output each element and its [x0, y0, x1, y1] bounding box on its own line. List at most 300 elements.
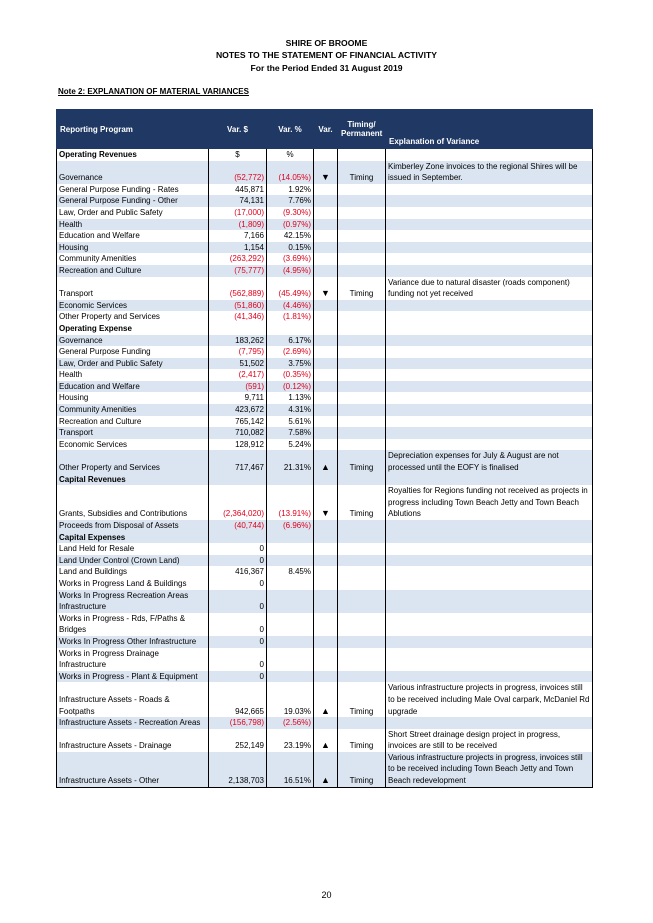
- cell-program: General Purpose Funding - Other: [57, 195, 209, 207]
- cell-program: Infrastructure Assets - Recreation Areas: [57, 717, 209, 729]
- header-notes: NOTES TO THE STATEMENT OF FINANCIAL ACTIVITY: [215, 50, 438, 60]
- cell-explanation: [386, 555, 593, 567]
- cell-program: Education and Welfare: [57, 230, 209, 242]
- cell-program: Capital Expenses: [57, 532, 209, 544]
- col-program: Reporting Program: [57, 110, 209, 149]
- cell-explanation: [386, 253, 593, 265]
- cell-var-dollar: 183,262: [209, 335, 267, 347]
- cell-var-dollar: [209, 474, 267, 486]
- cell-timing: [338, 392, 386, 404]
- cell-var-dollar: (75,777): [209, 265, 267, 277]
- cell-var-indicator: [314, 242, 338, 254]
- cell-var-dollar: 710,082: [209, 427, 267, 439]
- cell-var-indicator: [314, 219, 338, 231]
- cell-timing: Timing: [338, 277, 386, 300]
- cell-timing: [338, 566, 386, 578]
- cell-explanation: [386, 520, 593, 532]
- cell-var-dollar: 423,672: [209, 404, 267, 416]
- table-row: [57, 532, 593, 544]
- cell-var-pct: (3.69%): [267, 253, 314, 265]
- table-row: [57, 335, 593, 347]
- cell-var-pct: [267, 555, 314, 567]
- cell-explanation: Depreciation expenses for July & August are not processed until the EOFY is finalised: [386, 450, 593, 473]
- cell-explanation: [386, 532, 593, 544]
- cell-explanation: [386, 474, 593, 486]
- cell-var-indicator: ▲: [314, 729, 338, 752]
- table-row: [57, 381, 593, 393]
- cell-program: Economic Services: [57, 300, 209, 312]
- cell-var-indicator: [314, 404, 338, 416]
- cell-timing: [338, 253, 386, 265]
- cell-var-dollar: 74,131: [209, 195, 267, 207]
- cell-var-indicator: [314, 265, 338, 277]
- cell-program: General Purpose Funding - Rates: [57, 184, 209, 196]
- cell-program: Other Property and Services: [57, 311, 209, 323]
- cell-var-dollar: 0: [209, 555, 267, 567]
- cell-var-indicator: [314, 207, 338, 219]
- col-var-dollar: Var. $: [209, 110, 267, 149]
- cell-var-pct: (0.12%): [267, 381, 314, 393]
- cell-timing: Timing: [338, 752, 386, 787]
- cell-var-pct: (6.96%): [267, 520, 314, 532]
- cell-timing: [338, 474, 386, 486]
- cell-timing: [338, 346, 386, 358]
- table-row: [57, 578, 593, 590]
- cell-program: Recreation and Culture: [57, 416, 209, 428]
- cell-timing: [338, 404, 386, 416]
- cell-var-pct: 5.24%: [267, 439, 314, 451]
- cell-var-pct: [267, 543, 314, 555]
- cell-program: Law, Order and Public Safety: [57, 358, 209, 370]
- cell-var-dollar: 0: [209, 578, 267, 590]
- cell-var-indicator: [314, 335, 338, 347]
- header-shire: SHIRE OF BROOME: [285, 38, 368, 48]
- cell-explanation: [386, 416, 593, 428]
- cell-var-pct: 16.51%: [267, 752, 314, 787]
- cell-timing: [338, 717, 386, 729]
- cell-var-indicator: [314, 648, 338, 671]
- table-row: [57, 184, 593, 196]
- cell-var-dollar: (2,364,020): [209, 485, 267, 520]
- cell-var-indicator: [314, 392, 338, 404]
- cell-program: Health: [57, 369, 209, 381]
- cell-program: Proceeds from Disposal of Assets: [57, 520, 209, 532]
- cell-var-pct: 3.75%: [267, 358, 314, 370]
- table-row: [57, 242, 593, 254]
- cell-timing: Timing: [338, 161, 386, 184]
- cell-var-pct: [267, 590, 314, 613]
- cell-var-pct: (9.30%): [267, 207, 314, 219]
- cell-var-indicator: [314, 358, 338, 370]
- cell-var-dollar: 765,142: [209, 416, 267, 428]
- cell-timing: [338, 671, 386, 683]
- cell-program: Other Property and Services: [57, 450, 209, 473]
- cell-explanation: Various infrastructure projects in progress, invoices still to be received including Male Oval carpark, McDaniel Rd upgrade: [386, 682, 593, 717]
- table-row: [57, 416, 593, 428]
- cell-var-indicator: [314, 323, 338, 335]
- cell-explanation: [386, 392, 593, 404]
- cell-var-dollar: 0: [209, 648, 267, 671]
- cell-var-indicator: [314, 300, 338, 312]
- cell-explanation: [386, 207, 593, 219]
- cell-var-pct: 4.31%: [267, 404, 314, 416]
- cell-var-pct: 19.03%: [267, 682, 314, 717]
- table-row: [57, 648, 593, 671]
- cell-var-dollar: (17,000): [209, 207, 267, 219]
- cell-program: Operating Expense: [57, 323, 209, 335]
- table-row: [57, 369, 593, 381]
- cell-var-pct: (0.35%): [267, 369, 314, 381]
- table-row: [57, 717, 593, 729]
- cell-timing: [338, 300, 386, 312]
- table-row: [57, 613, 593, 636]
- cell-timing: [338, 242, 386, 254]
- cell-var-dollar: 717,467: [209, 450, 267, 473]
- cell-explanation: [386, 613, 593, 636]
- cell-var-pct: 23.19%: [267, 729, 314, 752]
- table-row: [57, 474, 593, 486]
- cell-var-pct: %: [267, 149, 314, 161]
- cell-var-dollar: 445,871: [209, 184, 267, 196]
- cell-timing: [338, 230, 386, 242]
- cell-program: Housing: [57, 242, 209, 254]
- cell-var-pct: [267, 578, 314, 590]
- cell-var-dollar: (40,744): [209, 520, 267, 532]
- cell-var-pct: [267, 323, 314, 335]
- cell-explanation: [386, 230, 593, 242]
- table-row: [57, 323, 593, 335]
- cell-program: Infrastructure Assets - Roads & Footpaths: [57, 682, 209, 717]
- col-var: Var.: [314, 110, 338, 149]
- cell-var-dollar: (41,346): [209, 311, 267, 323]
- header-period: For the Period Ended 31 August 2019: [250, 63, 403, 73]
- cell-program: Works In Progress Other Infrastructure: [57, 636, 209, 648]
- table-header-row: [57, 110, 593, 149]
- cell-var-indicator: [314, 717, 338, 729]
- cell-program: Capital Revenues: [57, 474, 209, 486]
- table-row: [57, 636, 593, 648]
- cell-explanation: [386, 543, 593, 555]
- cell-explanation: [386, 578, 593, 590]
- cell-explanation: [386, 323, 593, 335]
- cell-explanation: [386, 346, 593, 358]
- table-row: [57, 346, 593, 358]
- cell-program: Transport: [57, 427, 209, 439]
- cell-var-pct: 1.13%: [267, 392, 314, 404]
- table-row: [57, 358, 593, 370]
- table-row: [57, 427, 593, 439]
- cell-var-indicator: [314, 555, 338, 567]
- cell-var-indicator: [314, 671, 338, 683]
- table-row: [57, 265, 593, 277]
- cell-var-pct: 42.15%: [267, 230, 314, 242]
- cell-timing: [338, 555, 386, 567]
- table-row: [57, 207, 593, 219]
- cell-var-indicator: [314, 311, 338, 323]
- cell-var-indicator: [314, 566, 338, 578]
- cell-timing: Timing: [338, 729, 386, 752]
- col-var-pct: Var. %: [267, 110, 314, 149]
- cell-timing: [338, 613, 386, 636]
- cell-var-pct: (45.49%): [267, 277, 314, 300]
- cell-timing: [338, 358, 386, 370]
- cell-program: Infrastructure Assets - Drainage: [57, 729, 209, 752]
- cell-program: Transport: [57, 277, 209, 300]
- table-row: [57, 520, 593, 532]
- cell-explanation: [386, 219, 593, 231]
- table-row: [57, 566, 593, 578]
- table-row: [57, 729, 593, 752]
- cell-timing: [338, 439, 386, 451]
- cell-var-dollar: (562,889): [209, 277, 267, 300]
- cell-var-indicator: ▲: [314, 450, 338, 473]
- cell-var-dollar: (1,809): [209, 219, 267, 231]
- col-explanation: Explanation of Variance: [386, 110, 593, 149]
- cell-timing: [338, 381, 386, 393]
- cell-var-pct: [267, 636, 314, 648]
- table-row: [57, 450, 593, 473]
- cell-var-pct: (14.05%): [267, 161, 314, 184]
- cell-explanation: [386, 381, 593, 393]
- cell-explanation: Variance due to natural disaster (roads component) funding not yet received: [386, 277, 593, 300]
- note-title: Note 2: EXPLANATION OF MATERIAL VARIANCES: [58, 87, 249, 96]
- cell-explanation: Royalties for Regions funding not received as projects in progress including Town Beach Jetty and Town Beach Ablutions: [386, 485, 593, 520]
- cell-explanation: [386, 636, 593, 648]
- cell-var-pct: 7.58%: [267, 427, 314, 439]
- cell-program: Grants, Subsidies and Contributions: [57, 485, 209, 520]
- cell-explanation: [386, 358, 593, 370]
- cell-var-dollar: 252,149: [209, 729, 267, 752]
- cell-explanation: Short Street drainage design project in progress, invoices are still to be received: [386, 729, 593, 752]
- cell-timing: [338, 323, 386, 335]
- table-row: [57, 485, 593, 520]
- cell-var-indicator: [314, 381, 338, 393]
- cell-program: Education and Welfare: [57, 381, 209, 393]
- table-row: [57, 682, 593, 717]
- cell-var-pct: 6.17%: [267, 335, 314, 347]
- cell-var-pct: [267, 671, 314, 683]
- cell-program: Works In Progress Recreation Areas Infrastructure: [57, 590, 209, 613]
- cell-var-indicator: ▼: [314, 277, 338, 300]
- cell-var-pct: 8.45%: [267, 566, 314, 578]
- cell-program: Governance: [57, 335, 209, 347]
- cell-explanation: Kimberley Zone invoices to the regional Shires will be issued in September.: [386, 161, 593, 184]
- variance-table: [56, 109, 593, 788]
- table-body: [57, 149, 593, 788]
- cell-timing: [338, 149, 386, 161]
- cell-var-indicator: [314, 253, 338, 265]
- cell-program: Infrastructure Assets - Other: [57, 752, 209, 787]
- table-row: [57, 543, 593, 555]
- cell-program: Works in Progress - Plant & Equipment: [57, 671, 209, 683]
- cell-timing: Timing: [338, 682, 386, 717]
- cell-program: Land Under Control (Crown Land): [57, 555, 209, 567]
- table-row: [57, 555, 593, 567]
- cell-var-indicator: [314, 474, 338, 486]
- table-row: [57, 590, 593, 613]
- cell-var-dollar: (52,772): [209, 161, 267, 184]
- table-row: [57, 161, 593, 184]
- table-row: [57, 671, 593, 683]
- cell-explanation: [386, 369, 593, 381]
- cell-var-indicator: [314, 369, 338, 381]
- cell-var-pct: (0.97%): [267, 219, 314, 231]
- cell-var-dollar: (2,417): [209, 369, 267, 381]
- cell-program: Operating Revenues: [57, 149, 209, 161]
- page-number: 20: [321, 890, 332, 900]
- cell-var-dollar: 0: [209, 636, 267, 648]
- cell-program: Law, Order and Public Safety: [57, 207, 209, 219]
- cell-var-dollar: [209, 323, 267, 335]
- cell-program: Works in Progress Drainage Infrastructure: [57, 648, 209, 671]
- cell-explanation: [386, 404, 593, 416]
- cell-var-dollar: (7,795): [209, 346, 267, 358]
- cell-explanation: [386, 265, 593, 277]
- cell-var-dollar: (263,292): [209, 253, 267, 265]
- cell-var-pct: [267, 474, 314, 486]
- cell-timing: Timing: [338, 485, 386, 520]
- cell-var-pct: 0.15%: [267, 242, 314, 254]
- cell-var-indicator: ▲: [314, 682, 338, 717]
- table-row: [57, 277, 593, 300]
- cell-explanation: [386, 335, 593, 347]
- table-row: [57, 404, 593, 416]
- cell-var-pct: (1.81%): [267, 311, 314, 323]
- cell-explanation: [386, 427, 593, 439]
- cell-explanation: [386, 311, 593, 323]
- cell-timing: [338, 590, 386, 613]
- cell-timing: [338, 195, 386, 207]
- cell-timing: [338, 520, 386, 532]
- cell-var-indicator: [314, 195, 338, 207]
- cell-timing: [338, 311, 386, 323]
- cell-var-dollar: 942,665: [209, 682, 267, 717]
- cell-var-pct: (4.95%): [267, 265, 314, 277]
- cell-var-indicator: ▲: [314, 752, 338, 787]
- cell-timing: [338, 636, 386, 648]
- cell-var-pct: 7.76%: [267, 195, 314, 207]
- cell-var-dollar: (591): [209, 381, 267, 393]
- cell-explanation: [386, 149, 593, 161]
- cell-program: Works in Progress - Rds, F/Paths & Bridges: [57, 613, 209, 636]
- cell-var-pct: (2.69%): [267, 346, 314, 358]
- table-row: [57, 195, 593, 207]
- cell-var-indicator: ▼: [314, 161, 338, 184]
- cell-var-dollar: [209, 532, 267, 544]
- cell-timing: [338, 369, 386, 381]
- table-row: [57, 752, 593, 787]
- cell-timing: [338, 532, 386, 544]
- cell-var-dollar: 0: [209, 671, 267, 683]
- cell-var-pct: (13.91%): [267, 485, 314, 520]
- table-row: [57, 439, 593, 451]
- cell-program: Housing: [57, 392, 209, 404]
- table-row: [57, 149, 593, 161]
- cell-timing: [338, 184, 386, 196]
- table-row: [57, 300, 593, 312]
- cell-program: Land Held for Resale: [57, 543, 209, 555]
- table-row: [57, 253, 593, 265]
- cell-var-indicator: [314, 184, 338, 196]
- cell-var-indicator: [314, 636, 338, 648]
- cell-var-pct: 1.92%: [267, 184, 314, 196]
- cell-timing: [338, 265, 386, 277]
- cell-var-indicator: [314, 532, 338, 544]
- cell-program: Community Amenities: [57, 253, 209, 265]
- cell-program: Community Amenities: [57, 404, 209, 416]
- cell-timing: [338, 427, 386, 439]
- cell-var-dollar: 0: [209, 613, 267, 636]
- cell-var-indicator: [314, 230, 338, 242]
- table-row: [57, 311, 593, 323]
- cell-program: Economic Services: [57, 439, 209, 451]
- table-row: [57, 230, 593, 242]
- table-row: [57, 392, 593, 404]
- cell-explanation: [386, 671, 593, 683]
- cell-var-indicator: [314, 613, 338, 636]
- cell-var-pct: (2.56%): [267, 717, 314, 729]
- cell-program: Works in Progress Land & Buildings: [57, 578, 209, 590]
- cell-explanation: [386, 590, 593, 613]
- cell-var-indicator: [314, 590, 338, 613]
- cell-var-indicator: [314, 427, 338, 439]
- cell-var-pct: [267, 648, 314, 671]
- cell-var-dollar: 7,166: [209, 230, 267, 242]
- cell-timing: [338, 543, 386, 555]
- cell-program: Land and Buildings: [57, 566, 209, 578]
- cell-var-dollar: 416,367: [209, 566, 267, 578]
- cell-var-indicator: [314, 346, 338, 358]
- cell-var-dollar: 51,502: [209, 358, 267, 370]
- cell-program: General Purpose Funding: [57, 346, 209, 358]
- cell-var-dollar: 2,138,703: [209, 752, 267, 787]
- cell-var-indicator: [314, 578, 338, 590]
- cell-var-pct: [267, 613, 314, 636]
- cell-explanation: [386, 648, 593, 671]
- cell-var-indicator: [314, 543, 338, 555]
- cell-timing: [338, 648, 386, 671]
- cell-var-dollar: (156,798): [209, 717, 267, 729]
- cell-var-dollar: 0: [209, 543, 267, 555]
- cell-var-indicator: [314, 149, 338, 161]
- cell-var-indicator: [314, 416, 338, 428]
- cell-var-dollar: (51,860): [209, 300, 267, 312]
- cell-timing: [338, 578, 386, 590]
- cell-explanation: [386, 184, 593, 196]
- cell-timing: [338, 335, 386, 347]
- cell-timing: [338, 207, 386, 219]
- cell-var-dollar: 1,154: [209, 242, 267, 254]
- cell-explanation: [386, 195, 593, 207]
- cell-var-pct: 5.61%: [267, 416, 314, 428]
- cell-var-pct: 21.31%: [267, 450, 314, 473]
- cell-var-dollar: 128,912: [209, 439, 267, 451]
- col-timing: Timing/ Permanent: [338, 110, 386, 149]
- cell-var-dollar: 9,711: [209, 392, 267, 404]
- cell-var-indicator: ▼: [314, 485, 338, 520]
- cell-explanation: [386, 717, 593, 729]
- cell-var-indicator: [314, 439, 338, 451]
- cell-var-pct: (4.46%): [267, 300, 314, 312]
- cell-program: Governance: [57, 161, 209, 184]
- cell-var-dollar: 0: [209, 590, 267, 613]
- cell-var-pct: [267, 532, 314, 544]
- cell-timing: [338, 416, 386, 428]
- cell-program: Recreation and Culture: [57, 265, 209, 277]
- cell-var-dollar: $: [209, 149, 267, 161]
- cell-timing: Timing: [338, 450, 386, 473]
- cell-explanation: Various infrastructure projects in progress, invoices still to be received including Town Beach Jetty and Town Beach redevelopment: [386, 752, 593, 787]
